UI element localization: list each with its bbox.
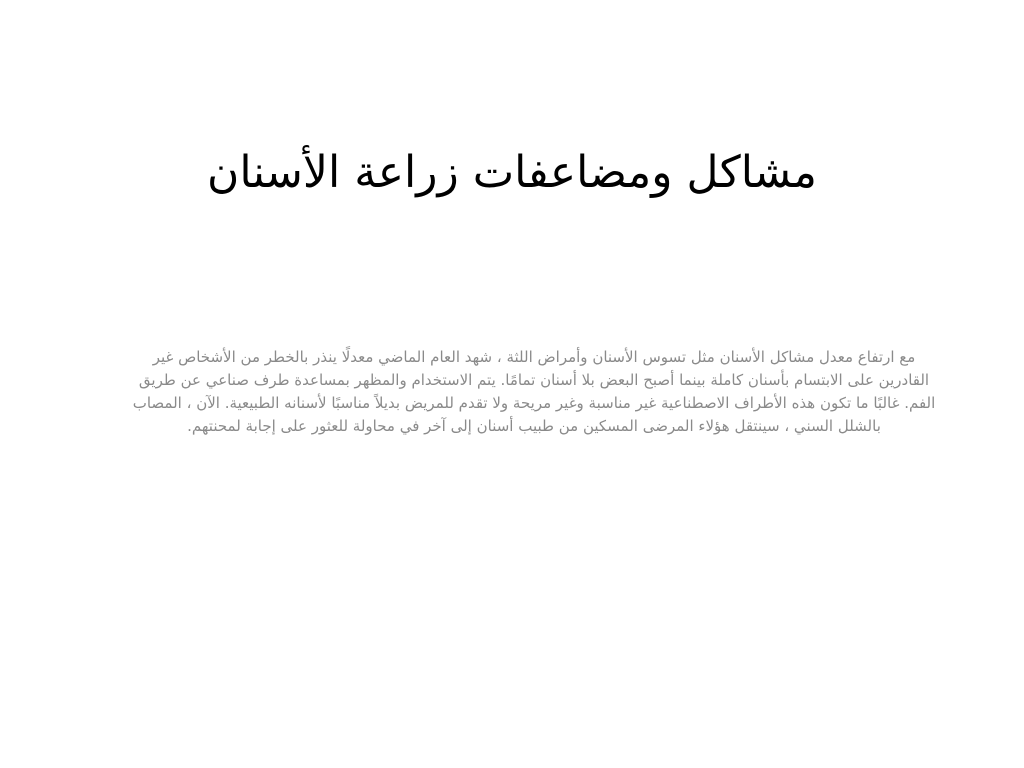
slide-title: مشاكل ومضاعفات زراعة الأسنان (207, 147, 817, 198)
slide-body-text: مع ارتفاع معدل مشاكل الأسنان مثل تسوس الأسنان وأمراض اللثة ، شهد العام الماضي معدلًا ينذر بالخطر من الأشخاص غير القادرين على الابتسام بأسنان كاملة بينما أصبح البعض بلا أسنان تمامًا. يتم الاستخدام والمظهر بمساعدة طرف صناعي عن طريق الفم. غالبًا ما تكون هذه الأطراف الاصطناعية غير مناسبة وغير مريحة ولا تقدم للمريض بديلاً مناسبًا لأسنانه الطبيعية. الآن ، المصاب بالشلل السني ، سينتقل هؤلاء المرضى المسكين من طبيب أسنان إلى آخر في محاولة للعثور على إجابة لمحنتهم. (132, 348, 936, 435)
